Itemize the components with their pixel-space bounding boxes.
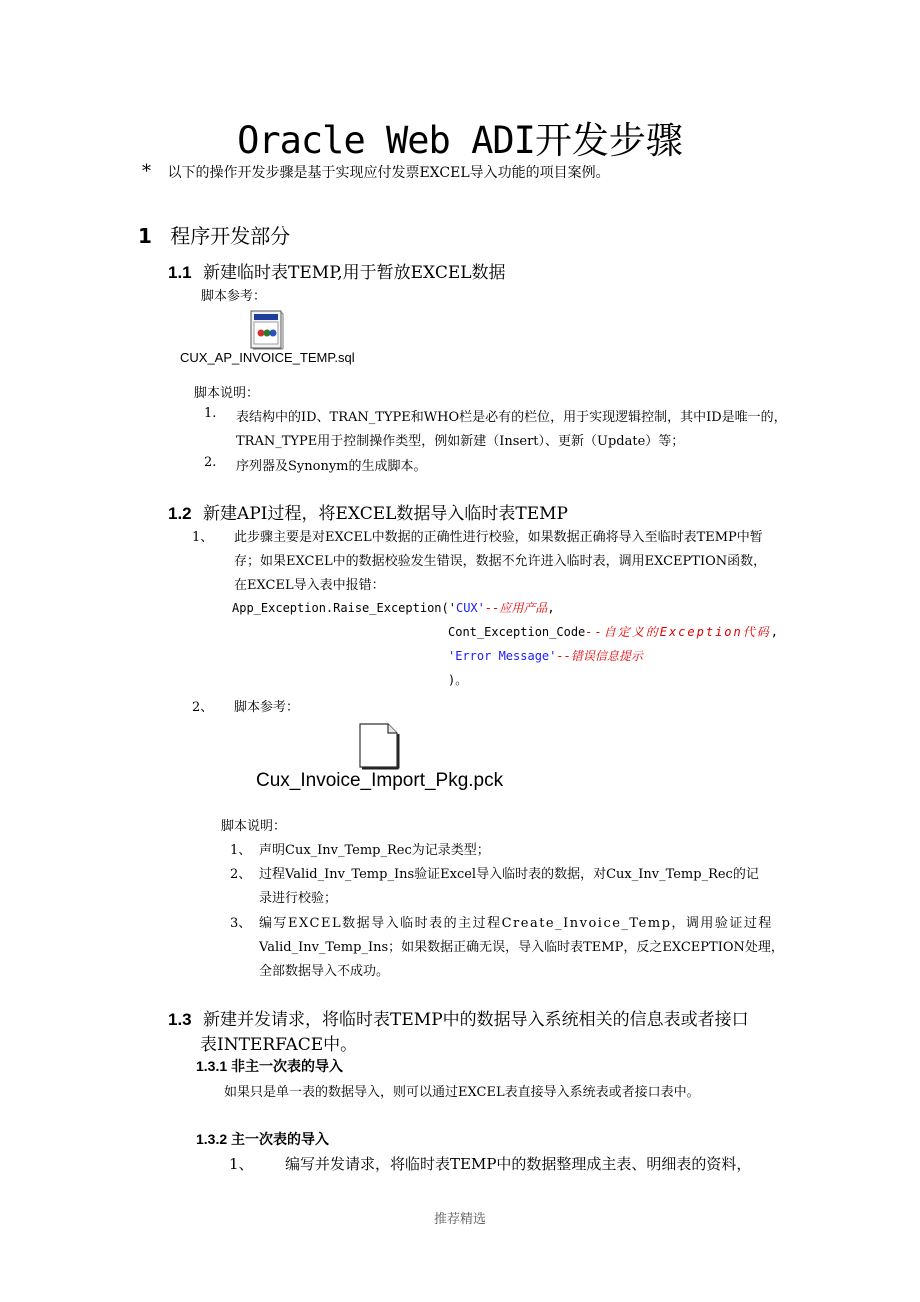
code-line3: 'Error Message': [448, 649, 557, 663]
desc-1-num: 1、: [230, 843, 252, 858]
intro-bullet: *: [142, 161, 151, 182]
code-line-4: )。: [448, 673, 468, 687]
desc-3-line1: 编写EXCEL数据导入临时表的主过程Create_Invoice_Temp，调用验证过程: [259, 916, 773, 931]
list-3-1-num: 1、: [229, 1155, 254, 1173]
heading-1-3-2-title: 主一次表的导入: [231, 1131, 330, 1147]
heading-1-3-1-title: 非主一次表的导入: [231, 1058, 344, 1074]
document-title: [0, 110, 920, 164]
code-comma: ,: [547, 601, 555, 615]
code-line-3: [448, 647, 643, 664]
code-line2-end: ,: [770, 625, 778, 639]
list-2-1-num: 1、: [192, 530, 214, 545]
title-latin: Oracle Web ADI: [237, 119, 535, 162]
list-1-1-line1: 表结构中的ID、TRAN_TYPE和WHO栏是必有的栏位，用于实现逻辑控制，其中ID是唯一的，: [236, 410, 787, 425]
code-line-2: [448, 623, 778, 640]
desc-2-num: 2、: [230, 867, 252, 882]
list-1-2-text: 序列器及Synonym的生成脚本。: [236, 459, 427, 474]
desc-2-line2: 录进行校验；: [259, 891, 338, 906]
script-ref-label: 脚本参考：: [201, 289, 267, 304]
heading-1-3-2: [196, 1129, 329, 1149]
section-1-title: 程序开发部分: [170, 224, 291, 248]
list-1-1-line2: TRAN_TYPE用于控制操作类型，例如新建（Insert）、更新（Update）等；: [236, 434, 685, 449]
heading-1-2-title: 新建API过程，将EXCEL数据导入临时表TEMP: [203, 504, 568, 524]
pck-file-icon[interactable]: [358, 722, 400, 774]
intro-line: [142, 161, 610, 182]
desc-3-line2: Valid_Inv_Temp_Ins；如果数据正确无误，导入临时表TEMP，反之EXCEPTION处理，: [259, 940, 784, 955]
list-3-1-text: 编写并发请求，将临时表TEMP中的数据整理成主表、明细表的资料，: [285, 1155, 752, 1173]
heading-1-3-2-number: 1.3.2: [196, 1131, 228, 1147]
page-footer: 推荐精选: [433, 1212, 486, 1227]
list-2-2-text: 脚本参考：: [234, 700, 300, 715]
pck-file-name[interactable]: Cux_Invoice_Import_Pkg.pck: [256, 770, 504, 791]
heading-1-3: [168, 1005, 749, 1030]
heading-1-2-number: 1.2: [168, 504, 192, 523]
desc-2-line1: 过程Valid_Inv_Temp_Ins验证Excel导入临时表的数据，对Cux_Inv_Temp_Rec的记: [259, 867, 759, 882]
section-1-heading: [138, 220, 290, 249]
para-1-3-1: 如果只是单一表的数据导入，则可以通过EXCEL表直接导入系统表或者接口表中。: [224, 1085, 700, 1100]
title-cjk: 开发步骤: [534, 119, 683, 162]
list-2-1-line3: 在EXCEL导入表中报错：: [234, 578, 385, 593]
desc-1-text: 声明Cux_Inv_Temp_Rec为记录类型；: [259, 843, 490, 858]
list-2-2-num: 2、: [192, 700, 214, 715]
code-cux-comment: --应用产品: [484, 601, 548, 615]
heading-1-3-number: 1.3: [168, 1010, 192, 1029]
desc-3-num: 3、: [230, 916, 252, 931]
list-2-1-line2: 存；如果EXCEL中的数据校验发生错误，数据不允许进入临时表，调用EXCEPTION函数，: [234, 554, 767, 569]
list-1-2-num: 2.: [204, 455, 217, 470]
heading-1-1-title: 新建临时表TEMP,用于暂放EXCEL数据: [203, 263, 506, 283]
code-line2: Cont_Exception_Code: [448, 625, 586, 639]
sql-file-name[interactable]: CUX_AP_INVOICE_TEMP.sql: [180, 350, 355, 365]
desc-3-line3: 全部数据导入不成功。: [259, 964, 390, 979]
heading-1-2: [168, 499, 568, 524]
list-2-1-line1: 此步骤主要是对EXCEL中数据的正确性进行校验，如果数据正确将导入至临时表TEMP中暂: [234, 530, 763, 545]
heading-1-3-1: [196, 1056, 343, 1076]
code-cux: CUX': [455, 601, 485, 615]
sql-file-icon[interactable]: [250, 310, 284, 354]
heading-1-3-title-line1: 新建并发请求，将临时表TEMP中的数据导入系统相关的信息表或者接口: [203, 1010, 749, 1030]
script-desc-label-2: 脚本说明：: [221, 819, 287, 834]
heading-1-3-title-line2: 表INTERFACE中。: [200, 1035, 358, 1055]
heading-1-3-1-number: 1.3.1: [196, 1058, 228, 1074]
intro-text: 以下的操作开发步骤是基于实现应付发票EXCEL导入功能的项目案例。: [167, 165, 610, 181]
code-line2-comment: --自定义的Exception代码: [585, 625, 771, 639]
heading-1-1: [168, 258, 506, 283]
heading-1-1-number: 1.1: [168, 263, 192, 282]
code-call: App_Exception.Raise_Exception(': [232, 601, 456, 615]
code-line-1: [232, 599, 555, 616]
code-line3-comment: --错误信息提示: [556, 649, 643, 663]
script-desc-label-1: 脚本说明：: [194, 386, 260, 401]
section-1-number: 1: [138, 224, 152, 248]
list-1-1-num: 1.: [204, 406, 217, 421]
